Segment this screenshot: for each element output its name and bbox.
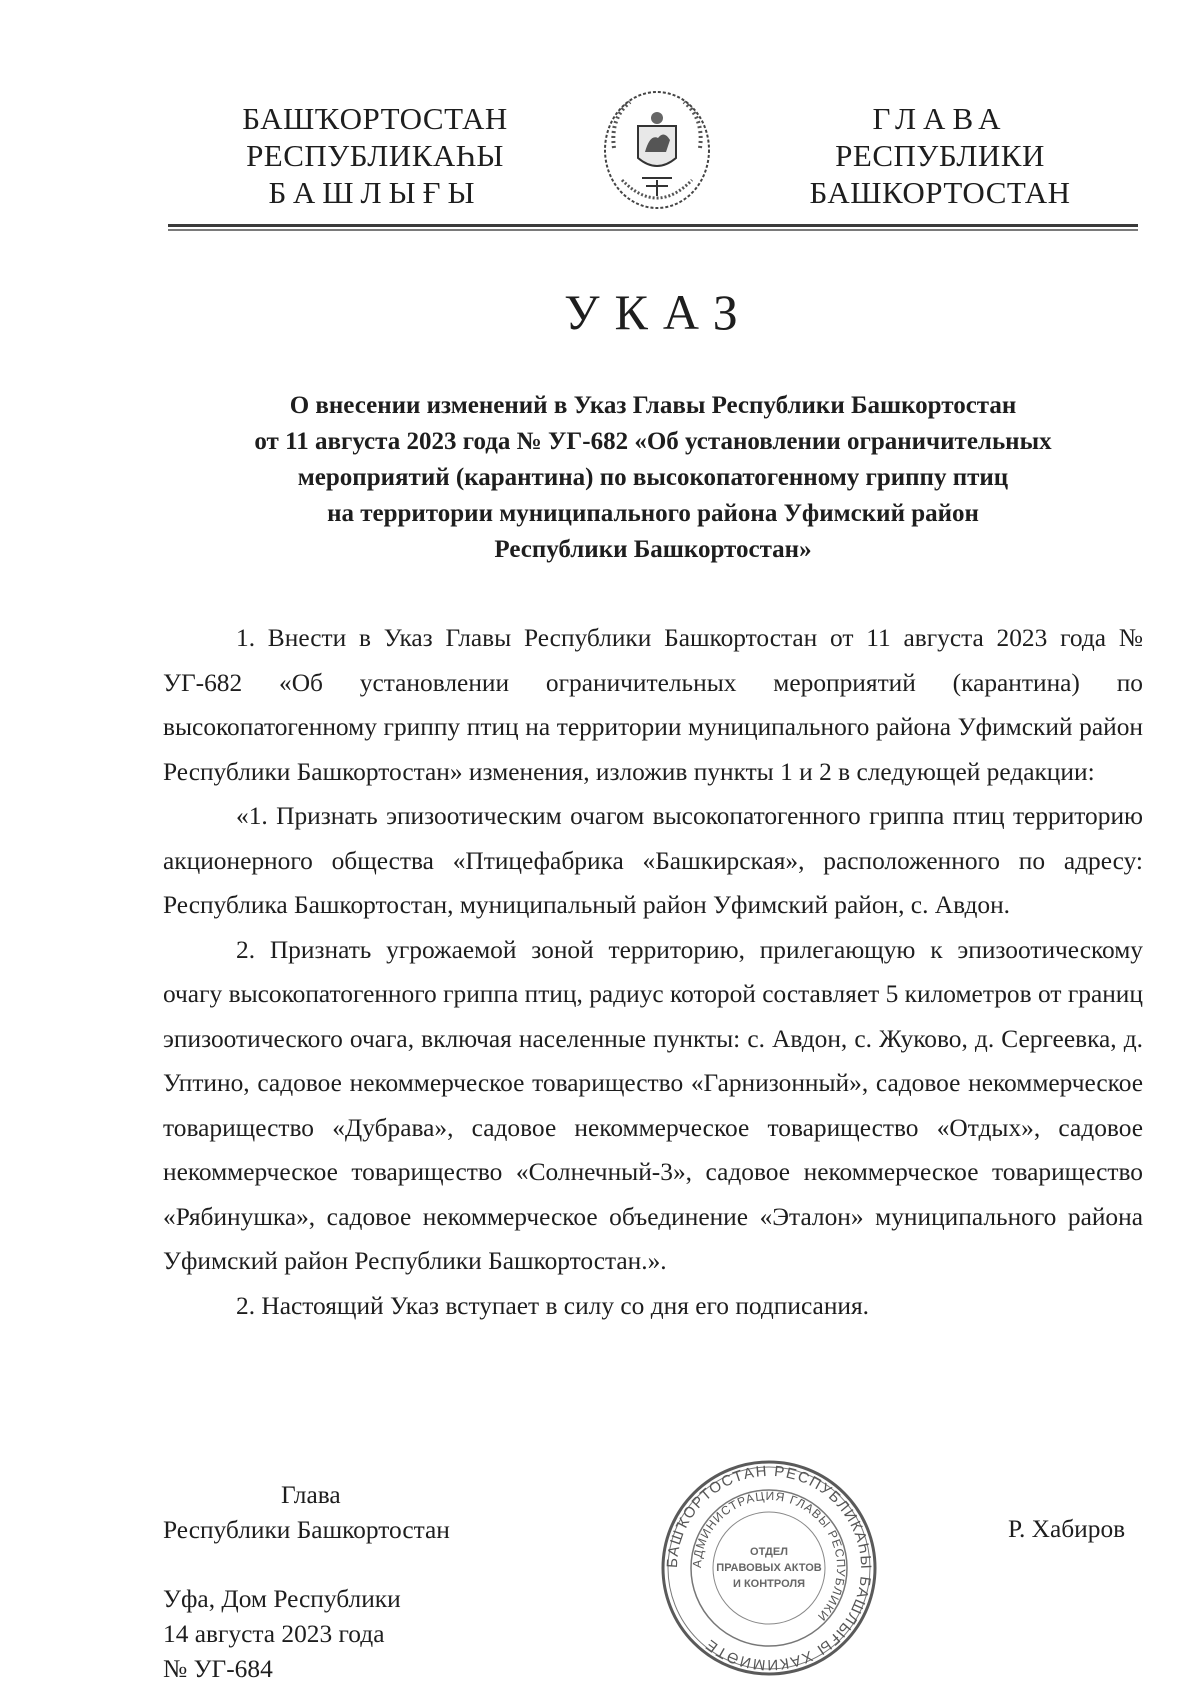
header-left-line-3: БАШЛЫҒЫ [268, 175, 482, 210]
official-stamp-seal [658, 1457, 880, 1679]
stamp-outer-text: БАШҠОРТОСТАН РЕСПУБЛИКАҺЫ БАШЛЫҒЫ ХАКИМИӘТЕ [663, 1462, 875, 1674]
subject-line: на территории муниципального района Уфимский район [327, 500, 979, 527]
stamp-center-line-2: ПРАВОВЫХ АКТОВ [716, 1562, 822, 1574]
signatory-name: Р. Хабиров [1008, 1515, 1126, 1543]
signatory-title-line-2: Республики Башкортостан [163, 1516, 450, 1544]
body-paragraph-1: 1. Внести в Указ Главы Республики Башкортостан от 11 августа 2023 года № УГ-682 «Об установлении ограничительных мероприятий (карантина) по высокопатогенному гриппу птиц на территории муниципального района Уфимский район Республики Башкортостан» изменения, изложив пункты 1 и 2 в следующей редакции: [163, 624, 1143, 786]
signatory-title-line-1: Глава [281, 1481, 341, 1509]
header-right-block [790, 100, 1090, 211]
subject-line: от 11 августа 2023 года № УГ-682 «Об установлении ограничительных [254, 428, 1052, 455]
header-left-block [225, 100, 525, 211]
decree-subject [168, 388, 1138, 568]
header-divider-thick [168, 224, 1138, 227]
subject-line: Республики Башкортостан» [494, 536, 812, 563]
body-paragraph-2: «1. Признать эпизоотическим очагом высокопатогенного гриппа птиц территорию акционерного общества «Птицефабрика «Башкирская», расположенного по адресу: Республика Башкортостан, муниципальный район Уфимский район, с. Авдон. [163, 802, 1143, 919]
stamp-inner-text: АДМИНИСТРАЦИЯ ГЛАВЫ РЕСПУБЛИКИ [689, 1488, 849, 1625]
signatory-title [163, 1478, 523, 1548]
header-left-line-2: РЕСПУБЛИКАҺЫ [246, 138, 504, 173]
header-right-line-2: РЕСПУБЛИКИ [835, 138, 1045, 173]
header-divider-thin [168, 229, 1138, 231]
body-paragraph-3: 2. Признать угрожаемой зоной территорию, прилегающую к эпизоотическому очагу высокопатогенного гриппа птиц, радиус которой составляет 5 километров от границ эпизоотического очага, включая населенные пункты: с. Авдон, с. Жуково, д. Сергеевка, д. Уптино, садовое некоммерческое товарищество «Гарнизонный», садовое некоммерческое товарищество «Дубрава», садовое некоммерческое товарищество «Отдых», садовое некоммерческое товарищество «Солнечный-3», садовое некоммерческое товарищество «Рябинушка», садовое некоммерческое объединение «Эталон» муниципального района Уфимский район Республики Башкортостан.». [163, 935, 1143, 1275]
subject-line: О внесении изменений в Указ Главы Республики Башкортостан [289, 392, 1017, 419]
header-left-line-1: БАШҠОРТОСТАН [242, 101, 508, 136]
header-right-line-3: БАШКОРТОСТАН [809, 175, 1071, 210]
coat-of-arms-emblem-icon [600, 88, 715, 218]
decree-body [163, 616, 1143, 1328]
body-paragraph-4: 2. Настоящий Указ вступает в силу со дня его подписания. [236, 1291, 870, 1320]
header-right-line-1: ГЛАВА [872, 101, 1008, 136]
place-date-block [163, 1582, 401, 1687]
stamp-center-line-1: ОТДЕЛ [750, 1546, 788, 1558]
document-type-title: УКАЗ [564, 284, 753, 340]
decree-number: № УГ-684 [163, 1655, 273, 1683]
issue-place: Уфа, Дом Республики [163, 1585, 401, 1613]
stamp-center-line-3: И КОНТРОЛЯ [733, 1578, 805, 1590]
issue-date: 14 августа 2023 года [163, 1620, 385, 1648]
subject-line: мероприятий (карантина) по высокопатогенному гриппу птиц [297, 464, 1009, 491]
